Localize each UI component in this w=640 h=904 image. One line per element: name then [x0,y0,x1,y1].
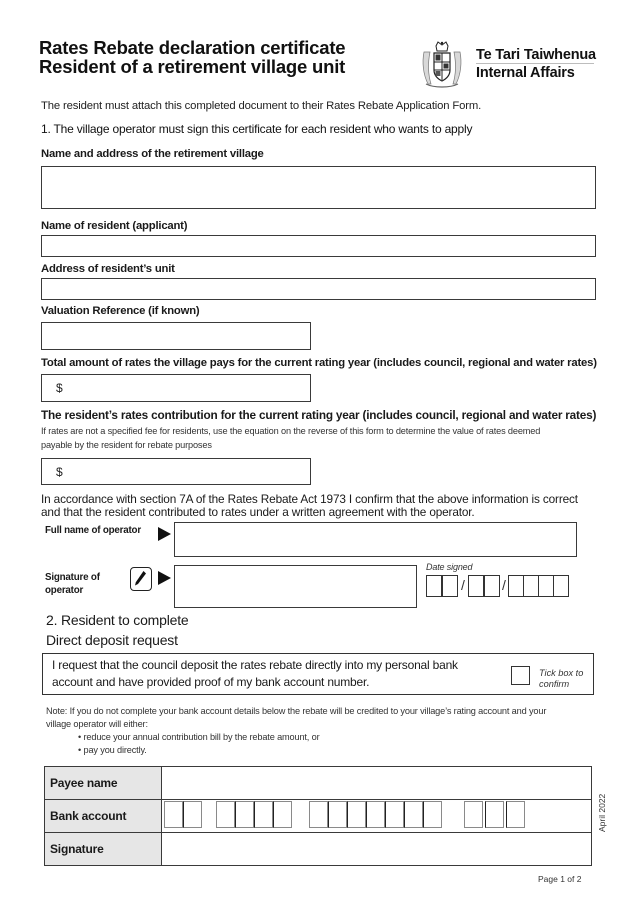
agency-name-english: Internal Affairs [476,65,575,81]
bank-digit-box[interactable] [404,801,423,828]
table-row [45,767,592,800]
section2-heading: 2. Resident to complete [46,612,189,628]
note-bullet-item [46,731,546,744]
bank-digit-box[interactable] [485,801,504,828]
deposit-request-line-1: I request that the council deposit the rates rebate directly into my personal bank [52,658,458,672]
bank-digit-box[interactable] [309,801,328,828]
agency-name [476,46,596,82]
bank-digit-box[interactable] [183,801,202,828]
note-bullet-text: reduce your annual contribution bill by the rebate amount, or [83,732,320,742]
intro-text: The resident must attach this completed document to their Rates Rebate Application Form. [41,100,482,112]
date-year-digit-4[interactable] [553,575,569,597]
date-separator: / [502,577,506,593]
help-line-1: If rates are not a specified fee for residents, use the equation on the reverse of this form to determine the value of rates deemed [41,426,541,436]
operator-signature-label [45,571,100,597]
resident-contribution-label: The resident’s rates contribution for the current rating year (includes council, regional and water rates) [41,408,597,422]
declaration-line-2: and that the resident contributed to rates under a written agreement with the operator. [41,505,475,519]
total-rates-field[interactable] [41,374,311,402]
help-line-2: payable by the resident for rebate purposes [41,440,212,450]
bank-digit-box[interactable] [464,801,483,828]
payee-name-label: Payee name [45,767,162,800]
note-line-2: village operator will either: [46,719,148,729]
operator-signature-label-line2: operator [45,585,84,596]
bank-digit-box[interactable] [254,801,273,828]
bank-digit-box[interactable] [216,801,235,828]
pen-icon [130,567,152,591]
valuation-reference-field[interactable] [41,322,311,350]
signature-label: Signature [45,833,162,866]
date-day-digit-2[interactable] [442,575,458,597]
bullet-icon: • [78,732,82,742]
operator-name-label: Full name of operator [45,525,141,536]
village-name-address-field[interactable] [41,166,596,209]
date-year-digit-3[interactable] [538,575,554,597]
bank-digit-box[interactable] [506,801,525,828]
payee-name-field[interactable] [162,767,592,800]
direct-deposit-request-text [52,657,458,691]
arrow-right-icon [158,527,171,541]
currency-prefix: $ [56,381,63,395]
bank-account-label: Bank account [45,800,162,833]
note-bullet-text: pay you directly. [83,745,147,755]
unit-address-label: Address of resident’s unit [41,263,175,275]
version-date: April 2022 [597,793,607,832]
declaration-line-1: In accordance with section 7A of the Rates Rebate Act 1973 I confirm that the above information is correct [41,492,578,506]
valuation-reference-label: Valuation Reference (if known) [41,305,200,317]
bank-digit-box[interactable] [235,801,254,828]
form-title [39,38,345,76]
form-title-line1: Rates Rebate declaration certificate [39,37,346,58]
total-rates-label: Total amount of rates the village pays for the current rating year (includes council, regional and water rates) [41,357,597,369]
village-name-address-label: Name and address of the retirement village [41,148,264,160]
date-month-digit-2[interactable] [484,575,500,597]
bank-digit-box[interactable] [385,801,404,828]
date-year-digit-2[interactable] [523,575,539,597]
section1-heading: 1. The village operator must sign this certificate for each resident who wants to apply [41,122,473,136]
agency-name-maori: Te Tari Taiwhenua [476,47,596,63]
declaration-text [41,493,578,519]
confirm-direct-deposit-checkbox[interactable] [511,666,530,685]
resident-name-field[interactable] [41,235,596,257]
note-bullet-item [46,744,546,757]
bank-digit-box[interactable] [273,801,292,828]
operator-signature-field[interactable] [174,565,417,608]
date-day-digit-1[interactable] [426,575,442,597]
date-month-digit-1[interactable] [468,575,484,597]
page-number: Page 1 of 2 [538,874,582,884]
bank-digit-box[interactable] [328,801,347,828]
resident-name-label: Name of resident (applicant) [41,220,188,232]
form-title-line2: Resident of a retirement village unit [39,56,346,77]
tick-box-label [539,668,583,690]
bank-note [46,705,546,757]
operator-signature-label-line1: Signature of [45,572,100,583]
date-year-digit-1[interactable] [508,575,524,597]
bullet-icon: • [78,745,82,755]
agency-divider [476,63,594,64]
currency-prefix: $ [56,464,63,479]
date-separator: / [461,577,465,593]
bank-digit-box[interactable] [164,801,183,828]
resident-contribution-help [41,424,540,452]
resident-signature-field[interactable] [162,833,592,866]
direct-deposit-heading: Direct deposit request [46,632,178,648]
note-line-1: Note: If you do not complete your bank account details below the rebate will be credited to your village’s rating account and your [46,706,547,716]
arrow-right-icon [158,571,171,585]
bank-digit-box[interactable] [423,801,442,828]
coat-of-arms-icon [420,40,464,90]
tick-label-line-1: Tick box to [539,668,584,678]
resident-contribution-field[interactable] [41,458,311,485]
date-signed-label: Date signed [426,562,473,572]
deposit-request-line-2: account and have provided proof of my bank account number. [52,675,370,689]
operator-name-field[interactable] [174,522,577,557]
bank-digit-box[interactable] [347,801,366,828]
bank-digit-box[interactable] [366,801,385,828]
tick-label-line-2: confirm [539,679,570,689]
table-row [45,833,592,866]
unit-address-field[interactable] [41,278,596,300]
